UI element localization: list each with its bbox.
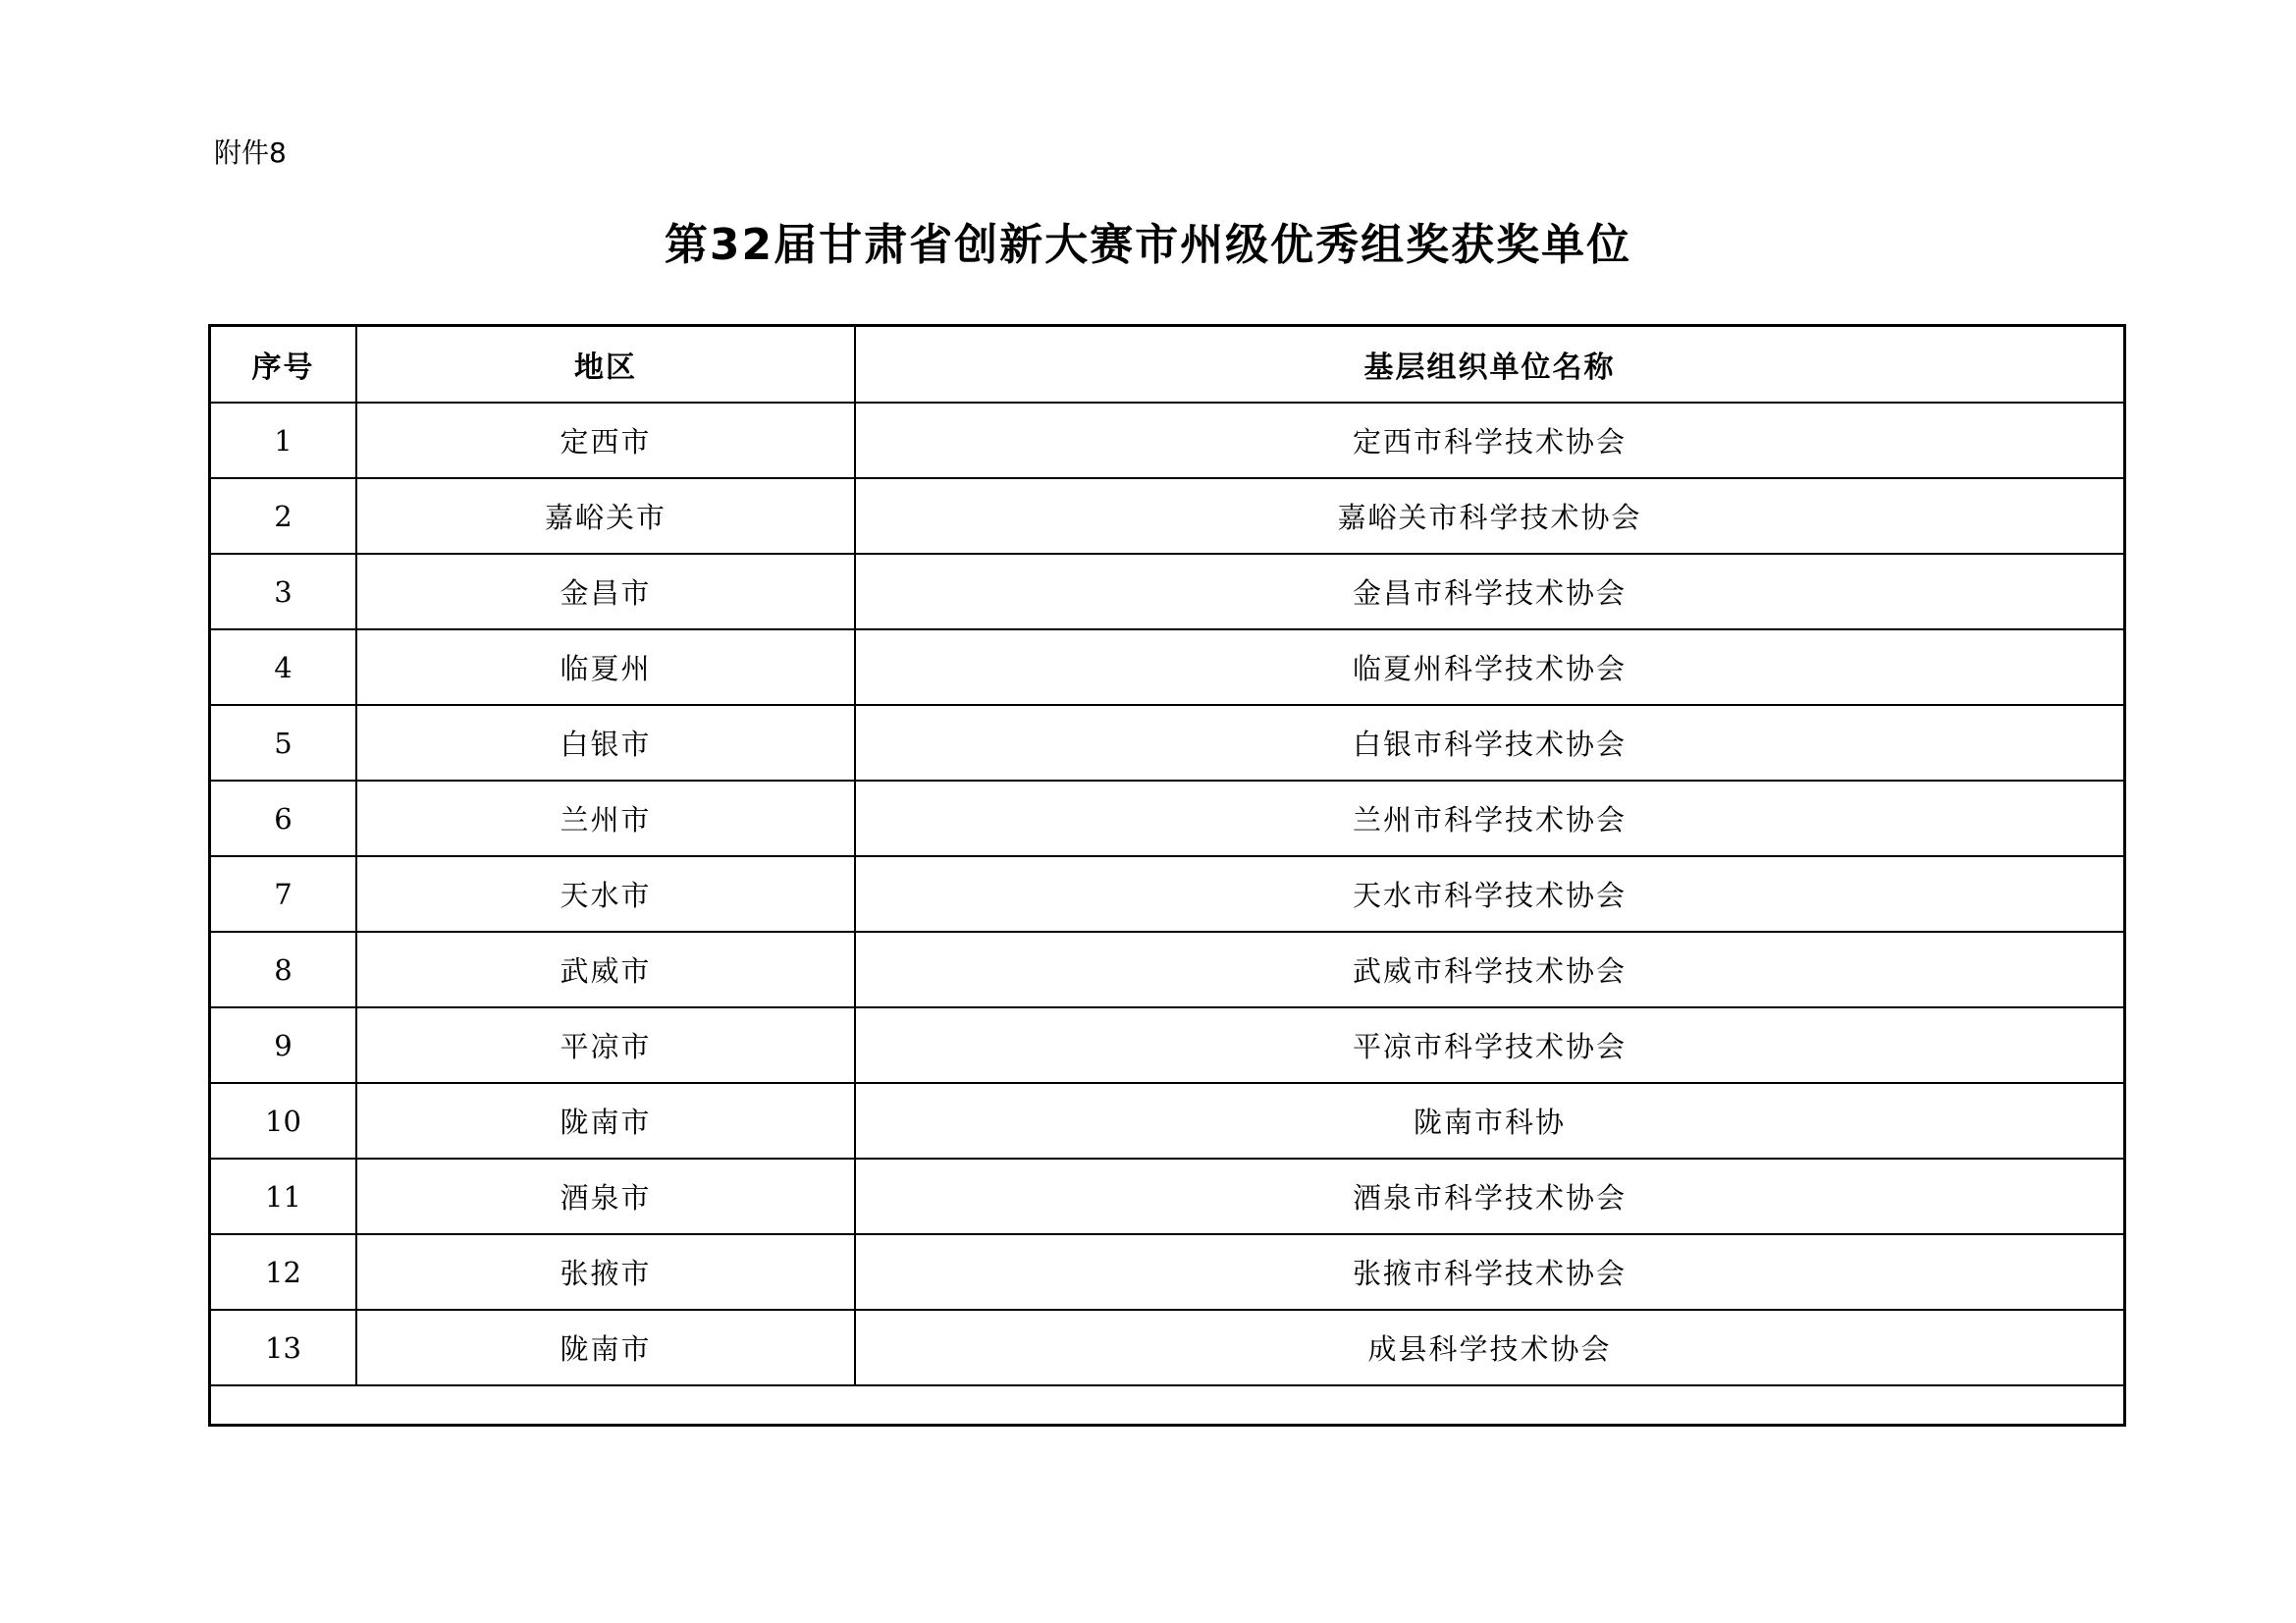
cell-index: 10 bbox=[211, 1083, 356, 1159]
cell-region: 陇南市 bbox=[356, 1083, 855, 1159]
table-row bbox=[211, 403, 2123, 478]
cell-index: 3 bbox=[211, 554, 356, 629]
attachment-label: 附件8 bbox=[214, 136, 287, 169]
table-row bbox=[211, 1310, 2123, 1385]
cell-index: 1 bbox=[211, 403, 356, 478]
cell-unit: 兰州市科学技术协会 bbox=[855, 781, 2123, 856]
cell-region: 陇南市 bbox=[356, 1310, 855, 1385]
cell-index: 9 bbox=[211, 1007, 356, 1083]
table-row bbox=[211, 1083, 2123, 1159]
table-row bbox=[211, 856, 2123, 932]
table-header-row bbox=[211, 327, 2123, 403]
header-index: 序号 bbox=[211, 327, 356, 403]
cell-unit: 成县科学技术协会 bbox=[855, 1310, 2123, 1385]
cell-unit: 平凉市科学技术协会 bbox=[855, 1007, 2123, 1083]
cell-unit: 张掖市科学技术协会 bbox=[855, 1234, 2123, 1310]
table-body bbox=[211, 403, 2123, 1385]
cell-region: 兰州市 bbox=[356, 781, 855, 856]
table-row bbox=[211, 781, 2123, 856]
table-row bbox=[211, 932, 2123, 1007]
cell-index: 8 bbox=[211, 932, 356, 1007]
table-row bbox=[211, 1234, 2123, 1310]
cell-unit: 酒泉市科学技术协会 bbox=[855, 1159, 2123, 1234]
cell-region: 临夏州 bbox=[356, 629, 855, 705]
table-row bbox=[211, 1007, 2123, 1083]
cell-index: 12 bbox=[211, 1234, 356, 1310]
cell-index: 7 bbox=[211, 856, 356, 932]
cell-unit: 陇南市科协 bbox=[855, 1083, 2123, 1159]
cell-unit: 天水市科学技术协会 bbox=[855, 856, 2123, 932]
cell-region: 武威市 bbox=[356, 932, 855, 1007]
cell-index: 5 bbox=[211, 705, 356, 781]
cell-region: 白银市 bbox=[356, 705, 855, 781]
cell-region: 定西市 bbox=[356, 403, 855, 478]
table-row bbox=[211, 554, 2123, 629]
cell-unit: 定西市科学技术协会 bbox=[855, 403, 2123, 478]
cell-index: 6 bbox=[211, 781, 356, 856]
cell-region: 平凉市 bbox=[356, 1007, 855, 1083]
header-region: 地区 bbox=[356, 327, 855, 403]
cell-unit: 临夏州科学技术协会 bbox=[855, 629, 2123, 705]
cell-index: 13 bbox=[211, 1310, 356, 1385]
table-row bbox=[211, 629, 2123, 705]
cell-region: 酒泉市 bbox=[356, 1159, 855, 1234]
cell-index: 11 bbox=[211, 1159, 356, 1234]
cell-region: 金昌市 bbox=[356, 554, 855, 629]
award-table-container bbox=[208, 324, 2126, 1427]
award-table bbox=[211, 327, 2123, 1386]
cell-index: 4 bbox=[211, 629, 356, 705]
cell-unit: 白银市科学技术协会 bbox=[855, 705, 2123, 781]
table-row bbox=[211, 478, 2123, 554]
table-row bbox=[211, 1159, 2123, 1234]
cell-index: 2 bbox=[211, 478, 356, 554]
cell-region: 嘉峪关市 bbox=[356, 478, 855, 554]
cell-region: 天水市 bbox=[356, 856, 855, 932]
cell-unit: 金昌市科学技术协会 bbox=[855, 554, 2123, 629]
cell-unit: 嘉峪关市科学技术协会 bbox=[855, 478, 2123, 554]
document-title: 第32届甘肃省创新大赛市州级优秀组奖获奖单位 bbox=[664, 220, 1632, 270]
cell-unit: 武威市科学技术协会 bbox=[855, 932, 2123, 1007]
table-row bbox=[211, 705, 2123, 781]
cell-region: 张掖市 bbox=[356, 1234, 855, 1310]
header-unit: 基层组织单位名称 bbox=[855, 327, 2123, 403]
